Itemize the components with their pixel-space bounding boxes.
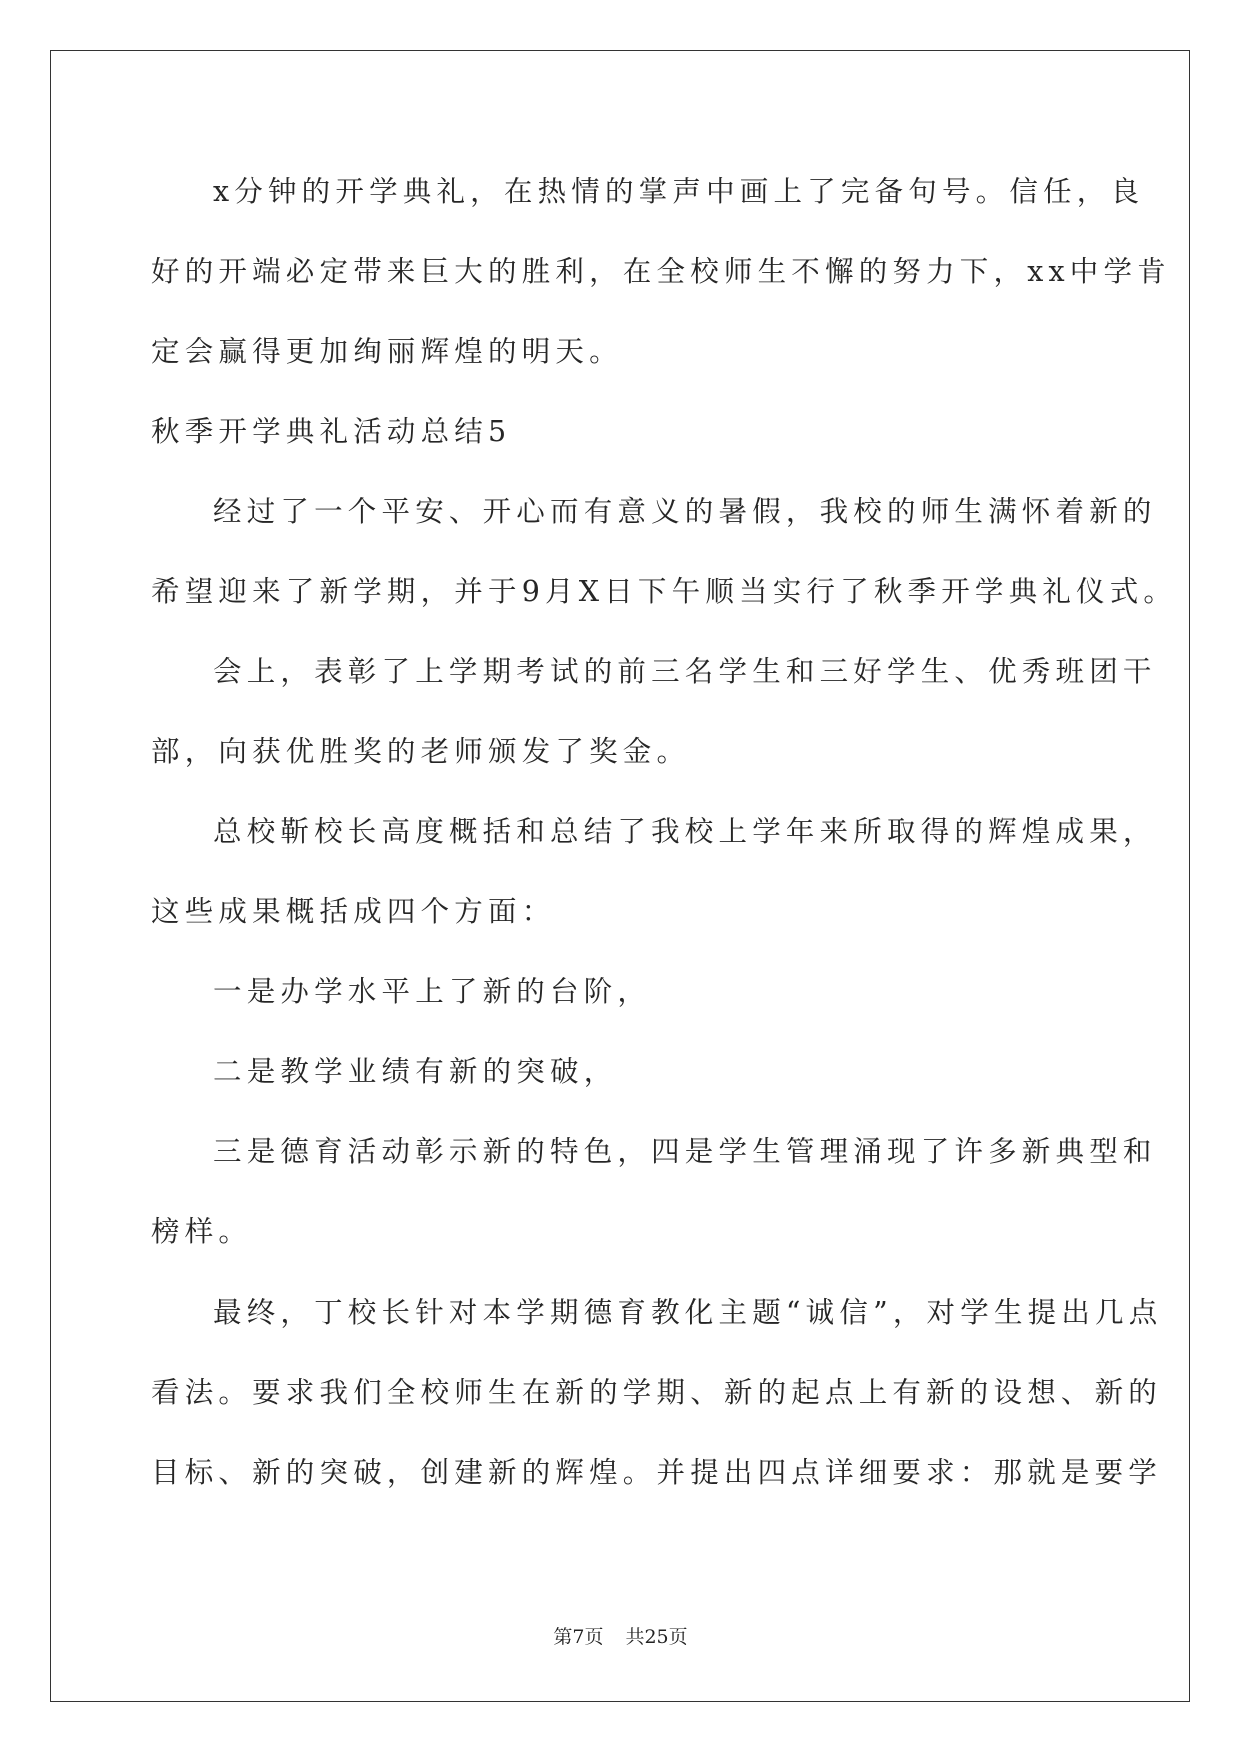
page-footer [0, 1625, 1241, 1649]
page-number-current: 第7页 [553, 1626, 604, 1648]
body-text-line: 这些成果概括成四个方面： [151, 895, 556, 928]
body-text-line: 榜样。 [151, 1215, 253, 1248]
body-text-line: 经过了一个平安、开心而有意义的暑假，我校的师生满怀着新的 [213, 495, 1157, 528]
body-text-line: 会上，表彰了上学期考试的前三名学生和三好学生、优秀班团干 [213, 655, 1157, 688]
body-text-line: 一是办学水平上了新的台阶， [213, 975, 652, 1008]
body-text-line: 目标、新的突破，创建新的辉煌。并提出四点详细要求：那就是要学 [151, 1456, 1163, 1489]
body-text-line: 二是教学业绩有新的突破， [213, 1055, 618, 1088]
body-text-line: x分钟的开学典礼，在热情的掌声中画上了完备句号。信任，良 [213, 175, 1145, 208]
body-text-line: 定会赢得更加绚丽辉煌的明天。 [151, 335, 623, 368]
page-number-total: 共25页 [625, 1626, 688, 1648]
body-text-line: 看法。要求我们全校师生在新的学期、新的起点上有新的设想、新的 [151, 1376, 1163, 1409]
body-text-line: 部，向获优胜奖的老师颁发了奖金。 [151, 735, 691, 768]
body-text-line: 好的开端必定带来巨大的胜利，在全校师生不懈的努力下，xx中学肯 [151, 255, 1171, 288]
body-text-line: 总校靳校长高度概括和总结了我校上学年来所取得的辉煌成果， [213, 815, 1157, 848]
section-heading: 秋季开学典礼活动总结5 [151, 415, 512, 448]
body-text-line: 最终，丁校长针对本学期德育教化主题“诚信”，对学生提出几点 [213, 1296, 1163, 1329]
body-text-line: 三是德育活动彰示新的特色，四是学生管理涌现了许多新典型和 [213, 1135, 1157, 1168]
body-text-line: 希望迎来了新学期，并于9月X日下午顺当实行了秋季开学典礼仪式。 [151, 575, 1178, 608]
